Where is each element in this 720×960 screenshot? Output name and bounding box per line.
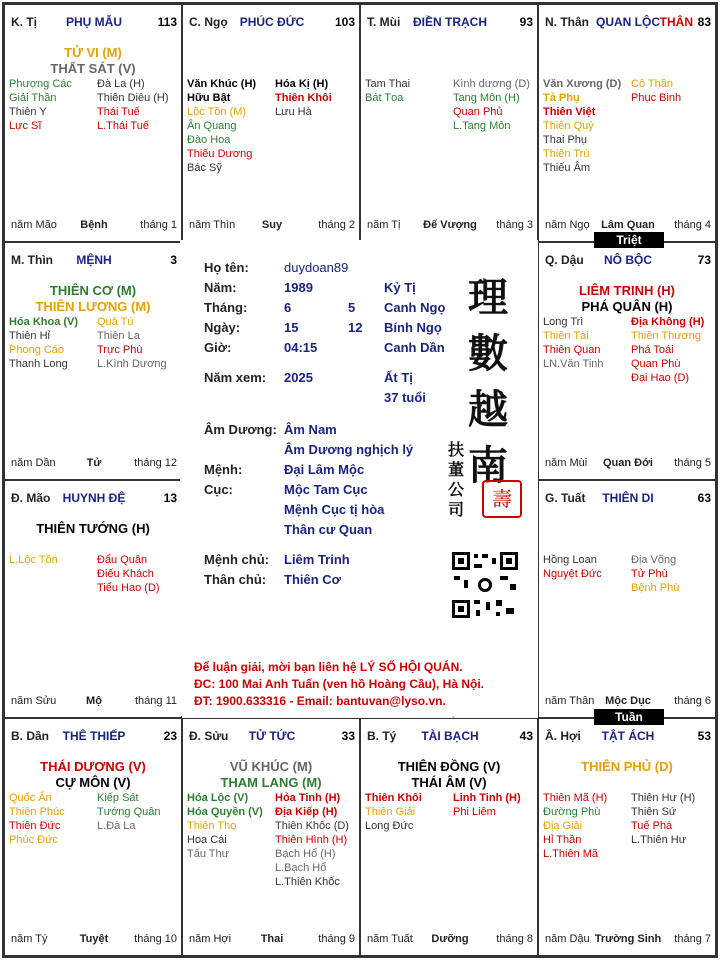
- palace-header: [367, 729, 533, 745]
- tuan-badge: Tuần: [594, 709, 664, 725]
- palace-number: 53: [697, 729, 711, 743]
- palace-year: năm Tý: [11, 933, 48, 945]
- main-stars: [361, 759, 537, 791]
- minor-star: L.Lộc Tồn: [9, 554, 58, 566]
- age-value: 37 tuổi: [384, 390, 426, 405]
- minor-star: Quan Phủ: [453, 106, 503, 118]
- minor-star: Thiên Khốc (D): [275, 820, 349, 832]
- minor-star: L.Thiên Mã: [543, 848, 599, 860]
- minor-star: Thiếu Dương: [187, 148, 253, 160]
- minor-star: L.Thái Tuế: [97, 120, 149, 132]
- minor-star: Thiên La: [97, 330, 140, 342]
- palace-year: năm Dậu: [545, 933, 590, 945]
- month-value-a: 6: [284, 300, 292, 315]
- minor-star: Thiên Thọ: [187, 820, 237, 832]
- minor-star: Thiên Quý: [543, 120, 594, 132]
- palace-footer: [11, 695, 177, 709]
- triet-badge: Triệt: [594, 232, 664, 248]
- palace-name: QUAN LỘC: [596, 15, 660, 29]
- minor-star: Tấu Thư: [187, 848, 230, 860]
- minor-star: Phục Binh: [631, 92, 682, 104]
- main-star: CỰ MÔN (V): [55, 775, 131, 790]
- palace-stage: Tử: [86, 457, 102, 469]
- minor-star: Thai Phụ: [543, 134, 588, 146]
- palace-branch: Đ. Sửu: [189, 729, 229, 743]
- minor-star: L.Bạch Hổ: [275, 862, 327, 874]
- palace-year: năm Thìn: [189, 219, 236, 231]
- menhchu-value: Liêm Trinh: [284, 552, 350, 567]
- minor-star: Phong Cáo: [9, 344, 65, 356]
- year-can: Kỷ Tị: [384, 280, 416, 295]
- minor-star: Phá Toái: [631, 344, 674, 356]
- minor-star: Bát Tọa: [365, 92, 404, 104]
- palace-name: THIÊN DI: [602, 491, 654, 505]
- palace-stage: Đế Vượng: [423, 219, 477, 231]
- minor-star: Bệnh Phù: [631, 582, 680, 594]
- palace-header: [545, 729, 711, 745]
- palace-header: [11, 729, 177, 745]
- palace-number: 63: [697, 491, 711, 505]
- minor-star: Thiên Mã (H): [543, 792, 608, 804]
- minor-star: Hoa Cái: [187, 834, 227, 846]
- minor-star: L.Kình Dương: [97, 358, 167, 370]
- minor-star: Văn Khúc (H): [187, 78, 257, 90]
- palace-month: tháng 9: [318, 933, 355, 945]
- view-year-can: Ất Tị: [384, 370, 413, 385]
- palace-suu: [182, 718, 360, 956]
- palace-name: TỬ TỨC: [248, 729, 296, 743]
- minor-star: Kình dương (D): [453, 78, 530, 90]
- palace-stage: Suy: [261, 219, 283, 231]
- palace-header: [545, 15, 711, 31]
- palace-header: [545, 253, 711, 269]
- palace-month: tháng 4: [674, 219, 711, 231]
- view-year-label: Năm xem:: [204, 370, 267, 385]
- hour-label: Giờ:: [204, 340, 232, 355]
- palace-branch: Â. Hợi: [545, 729, 581, 743]
- cuc-value: Mộc Tam Cục: [284, 482, 368, 497]
- minor-star: Tả Phụ: [543, 92, 580, 104]
- minor-star: Hóa Lộc (V): [187, 792, 249, 804]
- palace-header: [189, 729, 355, 745]
- month-value-b: 5: [348, 300, 356, 315]
- palace-year: năm Tị: [367, 219, 401, 231]
- amduong-label: Âm Dương:: [204, 422, 277, 437]
- palace-branch: B. Dần: [11, 729, 50, 743]
- palace-year: năm Sửu: [11, 695, 57, 707]
- palace-name: PHÚC ĐỨC: [239, 15, 305, 29]
- minor-star: Đẩu Quân: [97, 554, 148, 566]
- palace-name: THÊ THIẾP: [62, 729, 126, 743]
- palace-branch: C. Ngọ: [189, 15, 228, 29]
- palace-footer: [545, 457, 711, 471]
- main-stars: [5, 45, 181, 77]
- palace-stage: Tuyệt: [79, 933, 109, 945]
- palace-footer: [545, 219, 711, 233]
- palace-footer: [11, 933, 177, 947]
- palace-footer: [545, 933, 711, 947]
- minor-star: L.Đà La: [97, 820, 136, 832]
- palace-thin: [4, 242, 182, 480]
- palace-name-2: THÂN: [659, 15, 693, 29]
- name-label: Họ tên:: [204, 260, 249, 275]
- minor-star: Thiên Hư (H): [631, 792, 696, 804]
- main-star: THIÊN LƯƠNG (M): [35, 299, 151, 314]
- day-value-a: 15: [284, 320, 299, 335]
- minor-star: Thiên Khôi: [365, 792, 422, 804]
- view-year-value: 2025: [284, 370, 313, 385]
- minor-star: Giải Thần: [9, 92, 57, 104]
- palace-month: tháng 3: [496, 219, 533, 231]
- palace-number: 73: [697, 253, 711, 267]
- palace-footer: [367, 933, 533, 947]
- minor-star: Tuế Phá: [631, 820, 673, 832]
- minor-star: Lưu Hà: [275, 106, 312, 118]
- minor-star: LN.Văn Tinh: [543, 358, 604, 370]
- palace-footer: [189, 933, 355, 947]
- qr-code[interactable]: [450, 550, 520, 620]
- minor-star: Ân Quang: [187, 120, 237, 132]
- palace-year: năm Thân: [545, 695, 595, 707]
- main-star: THIÊN CƠ (M): [49, 283, 137, 298]
- minor-star: Hữu Bật: [187, 92, 231, 104]
- minor-star: Thiên Hỉ: [9, 330, 50, 342]
- minor-star: Trực Phù: [97, 344, 143, 356]
- minor-star: Thiên Diêu (H): [97, 92, 169, 104]
- palace-footer: [367, 219, 533, 233]
- minor-star: Linh Tinh (H): [453, 792, 521, 804]
- palace-number: 103: [334, 15, 355, 29]
- calligraphy-main: 理數越南: [468, 274, 508, 489]
- main-stars: [539, 759, 715, 775]
- palace-branch: Đ. Mão: [11, 491, 51, 505]
- palace-branch: N. Thân: [545, 15, 589, 29]
- minor-star: Phượng Các: [9, 78, 72, 90]
- minor-star: L.Thiên Khốc: [275, 876, 340, 888]
- minor-star: Long Đức: [365, 820, 414, 832]
- main-stars: [183, 759, 359, 791]
- minor-star: Tang Môn (H): [453, 92, 520, 104]
- main-star: TỬ VI (M): [64, 45, 122, 60]
- palace-month: tháng 2: [318, 219, 355, 231]
- palace-number: 23: [163, 729, 177, 743]
- minor-star: Hóa Kị (H): [275, 78, 329, 90]
- minor-star: Phúc Đức: [9, 834, 58, 846]
- palace-stage: Mộ: [86, 695, 102, 707]
- minor-star: Tam Thai: [365, 78, 411, 90]
- minor-star: Thiên Hình (H): [275, 834, 348, 846]
- palace-header: [11, 253, 177, 269]
- minor-star: Lực Sĩ: [9, 120, 42, 132]
- palace-number: 113: [157, 15, 177, 29]
- palace-name: TẬT ÁCH: [601, 729, 655, 743]
- palace-ty: [4, 4, 182, 242]
- palace-hoi: [538, 718, 716, 956]
- palace-mui: [360, 4, 538, 242]
- palace-header: [545, 491, 711, 507]
- amduong-value: Âm Nam: [284, 422, 337, 437]
- main-stars: [5, 759, 181, 791]
- palace-branch: M. Thìn: [11, 253, 53, 267]
- minor-star: Hỏa Tinh (H): [275, 792, 341, 804]
- minor-star: Thanh Long: [9, 358, 68, 370]
- minor-star: Quốc Ấn: [9, 792, 52, 804]
- thanchu-label: Thân chủ:: [204, 572, 267, 587]
- minor-star: Địa Kiếp (H): [275, 806, 338, 818]
- minor-star: Thiên Đức: [9, 820, 61, 832]
- palace-number: 43: [519, 729, 533, 743]
- year-value: 1989: [284, 280, 313, 295]
- cuc-label: Cục:: [204, 482, 233, 497]
- palace-number: 83: [697, 15, 711, 29]
- palace-name: NÔ BỘC: [604, 253, 652, 267]
- main-star: THAM LANG (M): [220, 775, 322, 790]
- minor-star: Thái Tuế: [97, 106, 140, 118]
- minor-star: L.Tang Môn: [453, 120, 511, 132]
- minor-star: Địa Giải: [543, 820, 583, 832]
- minor-star: Đà La (H): [97, 78, 145, 90]
- palace-month: tháng 1: [140, 219, 177, 231]
- palace-stage: Lâm Quan: [601, 219, 655, 231]
- palace-than: [538, 4, 716, 242]
- palace-name: HUYNH ĐỆ: [62, 491, 126, 505]
- palace-stage: Dưỡng: [431, 933, 469, 945]
- minor-star: Tiểu Hao (D): [97, 582, 160, 594]
- palace-ngo: [182, 4, 360, 242]
- minor-star: Thiên Sứ: [631, 806, 677, 818]
- palace-ty2: [360, 718, 538, 956]
- palace-branch: Q. Dậu: [545, 253, 584, 267]
- minor-star: Đường Phù: [543, 806, 601, 818]
- palace-year: năm Dần: [11, 457, 56, 469]
- minor-star: Thiên Y: [9, 106, 47, 118]
- palace-month: tháng 8: [496, 933, 533, 945]
- palace-month: tháng 10: [134, 933, 177, 945]
- minor-star: Thiên Quan: [543, 344, 601, 356]
- main-star: THÁI ÂM (V): [411, 775, 487, 790]
- minor-star: Thiên Giải: [365, 806, 416, 818]
- menh-value: Đại Lâm Mộc: [284, 462, 365, 477]
- cuc-value-2: Mệnh Cục tị hòa: [284, 502, 385, 517]
- minor-star: Phi Liêm: [453, 806, 496, 818]
- main-stars: [539, 283, 715, 315]
- minor-star: Nguyệt Đức: [543, 568, 602, 580]
- minor-star: Thiên Thương: [631, 330, 702, 342]
- palace-number: 3: [170, 253, 177, 267]
- palace-number: 93: [519, 15, 533, 29]
- main-stars: [5, 521, 181, 537]
- palace-footer: [11, 457, 177, 471]
- hour-can: Canh Dần: [384, 340, 445, 355]
- calligraphy-side: 扶董公司: [448, 440, 465, 519]
- amduong-value-2: Âm Dương nghịch lý: [284, 442, 414, 457]
- year-label: Năm:: [204, 280, 237, 295]
- palace-month: tháng 6: [674, 695, 711, 707]
- main-star: THẤT SÁT (V): [50, 61, 136, 76]
- main-star: THIÊN TƯỚNG (H): [36, 521, 150, 536]
- name-value: duydoan89: [284, 260, 349, 275]
- main-star: THÁI DƯƠNG (V): [40, 759, 146, 774]
- palace-branch: T. Mùi: [367, 15, 401, 29]
- minor-star: Địa Võng: [631, 554, 677, 566]
- palace-stage: Thai: [260, 933, 284, 945]
- minor-star: Quan Phù: [631, 358, 681, 370]
- palace-tuat: [538, 480, 716, 718]
- main-stars: [5, 283, 181, 315]
- palace-dan: [4, 718, 182, 956]
- main-star: VŨ KHÚC (M): [229, 759, 313, 774]
- palace-header: [367, 15, 533, 31]
- minor-star: Thiên Việt: [543, 106, 596, 118]
- minor-star: Địa Không (H): [631, 316, 705, 328]
- palace-name: MỆNH: [76, 253, 112, 267]
- minor-star: Hóa Khoa (V): [9, 316, 79, 328]
- day-can: Bính Ngọ: [384, 320, 442, 335]
- palace-stage: Mộc Dục: [605, 695, 651, 707]
- main-star: LIÊM TRINH (H): [578, 283, 676, 298]
- palace-stage: Trường Sinh: [594, 933, 662, 945]
- palace-name: TÀI BẠCH: [421, 729, 479, 743]
- palace-year: năm Mão: [11, 219, 57, 231]
- palace-branch: K. Tị: [11, 15, 37, 29]
- thanchu-value: Thiên Cơ: [284, 572, 341, 587]
- palace-mao: [4, 480, 182, 718]
- palace-header: [11, 15, 177, 31]
- palace-stage: Quan Đới: [603, 457, 653, 469]
- palace-header: [11, 491, 177, 507]
- palace-year: năm Mùi: [545, 457, 588, 469]
- palace-branch: B. Tý: [367, 729, 397, 743]
- minor-star: Hỉ Thần: [543, 834, 582, 846]
- palace-footer: [545, 695, 711, 709]
- main-star: THIÊN PHỦ (D): [581, 759, 673, 774]
- cuc-value-3: Thân cư Quan: [284, 522, 373, 537]
- minor-star: Bác Sỹ: [187, 162, 222, 174]
- palace-dau: [538, 242, 716, 480]
- minor-star: Điếu Khách: [97, 568, 154, 580]
- center-info-panel: [180, 240, 538, 716]
- palace-branch: G. Tuất: [545, 491, 586, 505]
- minor-star: Quả Tú: [97, 316, 134, 328]
- main-star: THIÊN ĐỒNG (V): [397, 759, 501, 774]
- palace-name: PHỤ MẪU: [66, 15, 122, 29]
- day-value-b: 12: [348, 320, 363, 335]
- palace-name: ĐIỀN TRẠCH: [413, 15, 487, 29]
- contact-line-1: Để luận giải, mời bạn liên hệ LÝ SỐ HỘI QUÁN.: [194, 660, 463, 674]
- palace-month: tháng 12: [134, 457, 177, 469]
- palace-year: năm Tuất: [367, 933, 413, 945]
- minor-star: Tử Phù: [631, 568, 668, 580]
- minor-star: Cô Thần: [631, 78, 673, 90]
- minor-star: Hóa Quyền (V): [187, 806, 263, 818]
- month-label: Tháng:: [204, 300, 248, 315]
- day-label: Ngày:: [204, 320, 241, 335]
- main-star: PHÁ QUÂN (H): [581, 299, 673, 314]
- hour-value: 04:15: [284, 340, 318, 355]
- minor-star: Thiên Tài: [543, 330, 589, 342]
- minor-star: Hồng Loan: [543, 554, 597, 566]
- palace-month: tháng 11: [134, 695, 177, 707]
- palace-stage: Bệnh: [80, 219, 108, 231]
- minor-star: Đào Hoa: [187, 134, 231, 146]
- seal-stamp: 壽: [482, 480, 522, 518]
- palace-footer: [189, 219, 355, 233]
- minor-star: Long Trì: [543, 316, 584, 328]
- contact-line-3[interactable]: ĐT: 1900.633316 - Email: bantuvan@lyso.vn.: [194, 694, 446, 708]
- minor-star: Thiên Phúc: [9, 806, 65, 818]
- palace-number: 13: [163, 491, 177, 505]
- palace-month: tháng 5: [674, 457, 711, 469]
- minor-star: Thiếu Âm: [543, 162, 591, 174]
- palace-footer: [11, 219, 177, 233]
- palace-year: năm Hợi: [189, 933, 232, 945]
- contact-line-2: ĐC: 100 Mai Anh Tuấn (ven hồ Hoàng Cầu), Hà Nội.: [194, 677, 485, 691]
- minor-star: Thiên Trù: [543, 148, 590, 160]
- minor-star: Văn Xương (D): [543, 78, 622, 90]
- minor-star: Đại Hao (D): [631, 372, 690, 384]
- palace-year: năm Ngọ: [545, 219, 590, 231]
- minor-star: Thiên Khôi: [275, 92, 332, 104]
- palace-month: tháng 7: [674, 933, 711, 945]
- minor-star: L.Thiên Hư: [631, 834, 687, 846]
- minor-star: Kiếp Sát: [97, 792, 139, 804]
- menhchu-label: Mệnh chủ:: [204, 552, 269, 567]
- minor-star: Bạch Hổ (H): [275, 848, 336, 860]
- palace-number: 33: [341, 729, 355, 743]
- minor-star: Lộc Tồn (M): [187, 106, 247, 118]
- menh-label: Mệnh:: [204, 462, 243, 477]
- month-can: Canh Ngọ: [384, 300, 446, 315]
- minor-star: Tướng Quân: [97, 806, 161, 818]
- palace-header: [189, 15, 355, 31]
